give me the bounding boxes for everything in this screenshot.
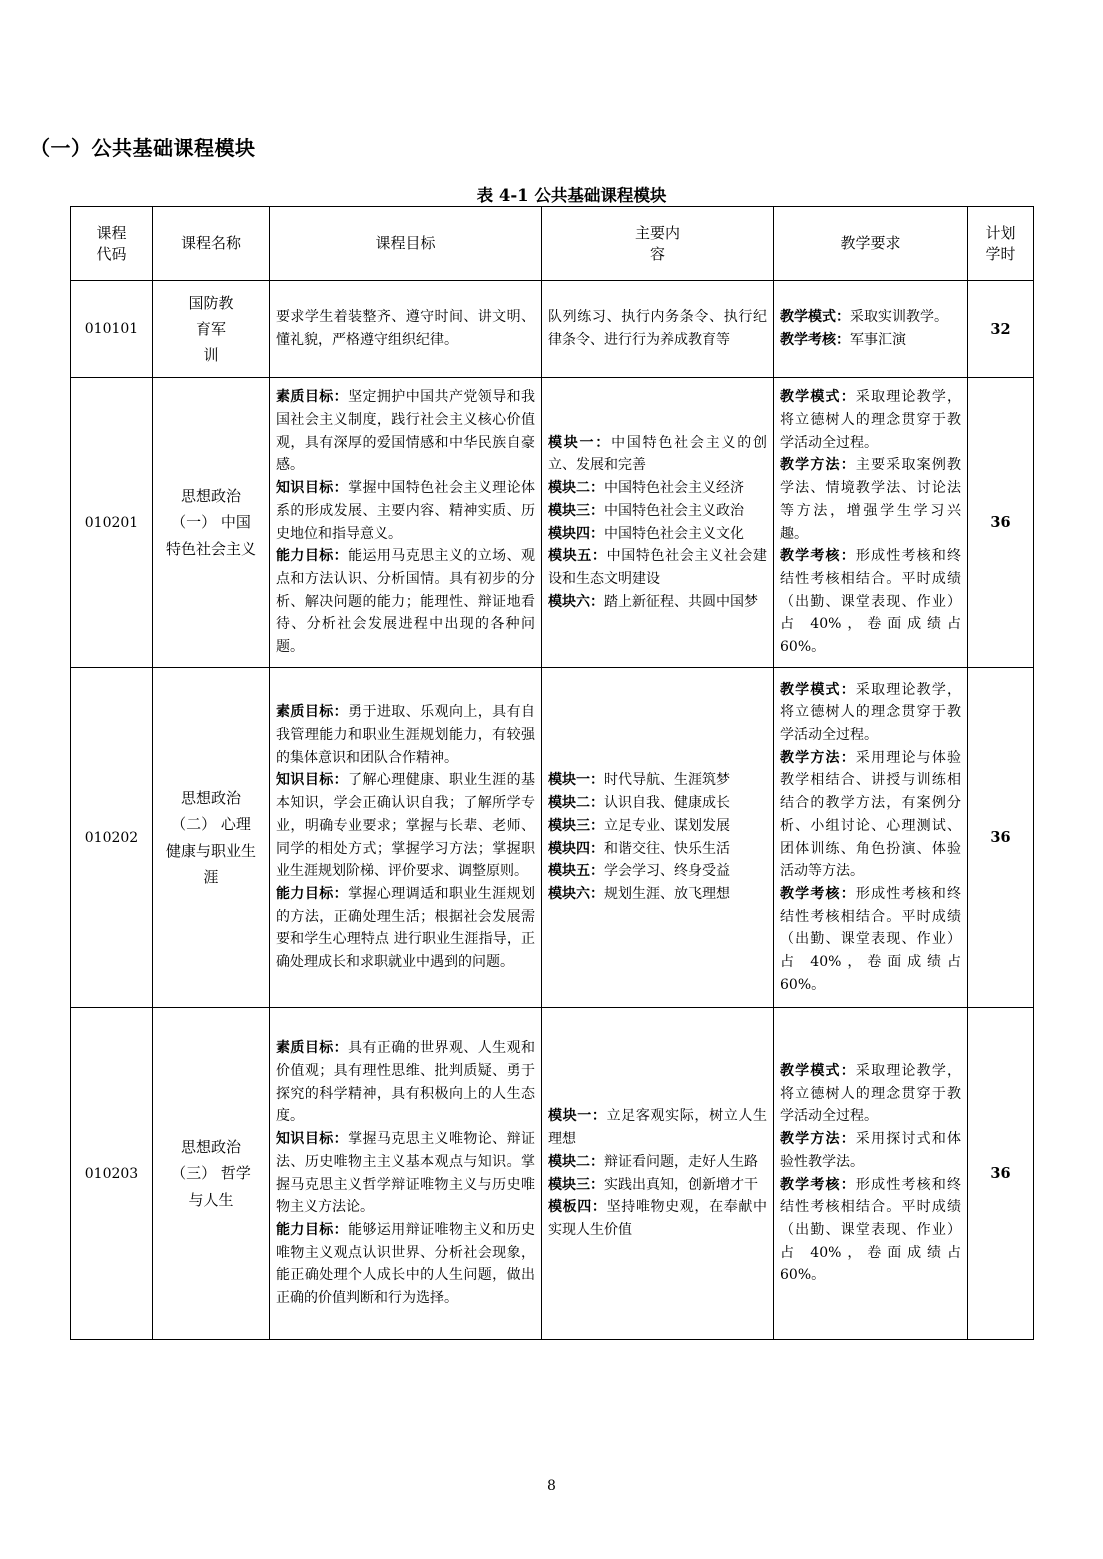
course-name-line: 思想政治 — [180, 487, 241, 506]
cell-course-goal — [270, 378, 542, 668]
paragraph — [548, 591, 767, 614]
paragraph — [548, 1196, 767, 1241]
course-name-line: 国防教 — [188, 293, 234, 312]
paragraph — [780, 454, 961, 545]
table-caption: 表 4-1 公共基础课程模块 — [476, 186, 667, 205]
table-header-row — [71, 207, 1034, 281]
paragraph-text: 队列练习、执行内务条令、执行纪律条令、进行行为养成教育等 — [548, 309, 767, 348]
paragraph — [276, 386, 535, 477]
cell-main-content — [542, 378, 774, 668]
column-header-planned-hours-line1: 计划 — [985, 223, 1016, 242]
table-body — [71, 281, 1034, 1340]
paragraph-label: 模块三： — [548, 1176, 604, 1193]
paragraph-label: 教学方法： — [780, 749, 856, 766]
paragraph — [780, 386, 961, 454]
cell-course-goal — [270, 1008, 542, 1340]
column-header-course-code-line1: 课程 — [96, 223, 127, 242]
paragraph-label: 知识目标： — [276, 772, 349, 789]
cell-planned-hours: 36 — [968, 668, 1034, 1008]
paragraph-text: 要求学生着装整齐、遵守时间、讲文明、懂礼貌，严格遵守组织纪律。 — [276, 309, 535, 348]
paragraph-label: 模板四： — [548, 1199, 607, 1216]
cell-main-content — [542, 281, 774, 378]
paragraph — [548, 477, 767, 500]
cell-course-name — [153, 378, 270, 668]
paragraph-label: 模块一： — [548, 1108, 607, 1125]
cell-main-content — [542, 668, 774, 1008]
course-name-line: （三） 哲学 — [171, 1164, 251, 1183]
paragraph — [548, 1105, 767, 1150]
paragraph — [780, 306, 961, 329]
paragraph — [548, 792, 767, 815]
paragraph — [780, 545, 961, 658]
cell-course-code: 010201 — [71, 378, 153, 668]
paragraph-text: 认识自我、健康成长 — [604, 795, 730, 812]
paragraph-text: 立足客观实际，树立人生理想 — [548, 1108, 768, 1148]
course-name-line: 健康与职业生 — [165, 841, 256, 860]
cell-course-name — [153, 281, 270, 378]
paragraph-label: 教学模式： — [780, 681, 856, 698]
paragraph-text: 形成性考核和终结性考核相结合。平时成绩（出勤、课堂表现、作业）占 40%，卷面成绩占 60%。 — [780, 885, 962, 993]
paragraph-text: 坚持唯物史观，在奉献中实现人生价值 — [548, 1199, 768, 1238]
column-header-course-name: 课程名称 — [153, 207, 270, 281]
paragraph-label: 教学考核： — [780, 1176, 856, 1193]
paragraph-label: 模块三： — [548, 817, 604, 834]
paragraph-label: 教学方法： — [780, 1131, 856, 1148]
paragraph-text: 中国特色社会主义政治 — [604, 502, 744, 519]
paragraph-label: 模块一： — [548, 434, 612, 451]
cell-planned-hours: 36 — [968, 1008, 1034, 1340]
paragraph-label: 模块三： — [548, 502, 604, 519]
course-name-line: 涯 — [203, 867, 219, 886]
course-name-line: （一） 中国 — [171, 513, 251, 532]
cell-course-goal — [270, 281, 542, 378]
paragraph-label: 教学模式： — [780, 389, 856, 406]
column-header-teaching-requirement: 教学要求 — [774, 207, 968, 281]
column-header-planned-hours-line2: 学时 — [985, 244, 1016, 263]
paragraph-label: 教学模式： — [780, 309, 850, 326]
table-row — [71, 1008, 1034, 1340]
table-row — [71, 281, 1034, 378]
section-heading: （一）公共基础课程模块 — [30, 136, 256, 160]
paragraph — [548, 883, 767, 906]
cell-course-code: 010202 — [71, 668, 153, 1008]
paragraph-label: 素质目标： — [276, 389, 349, 406]
cell-course-name — [153, 668, 270, 1008]
paragraph-text: 军事汇演 — [850, 332, 906, 348]
paragraph — [276, 1219, 535, 1310]
paragraph — [780, 679, 961, 747]
page-number: 8 — [547, 1478, 556, 1494]
paragraph-label: 模块五： — [548, 548, 607, 565]
course-name-line: （二） 心理 — [171, 815, 251, 834]
paragraph-label: 模块六： — [548, 885, 604, 902]
paragraph-text: 中国特色社会主义社会建设和生态文明建设 — [548, 548, 768, 587]
column-header-course-code-line2: 代码 — [96, 244, 127, 263]
paragraph — [780, 747, 961, 883]
paragraph-text: 具有正确的世界观、人生观和价值观；具有理性思维、批判质疑、勇于探究的科学精神，具有积极向上的人生态度。 — [276, 1040, 536, 1125]
paragraph-label: 素质目标： — [276, 1040, 349, 1057]
course-name-line: 育军 — [195, 319, 226, 338]
paragraph-label: 模块二： — [548, 480, 604, 497]
paragraph — [548, 545, 767, 590]
paragraph — [548, 432, 767, 477]
paragraph-label: 教学考核： — [780, 885, 856, 902]
paragraph-text: 坚定拥护中国共产党领导和我国社会主义制度，践行社会主义核心价值观，具有深厚的爱国情感和中华民族自豪感。 — [276, 389, 536, 474]
paragraph-label: 知识目标： — [276, 1131, 349, 1148]
paragraph — [276, 1128, 535, 1219]
paragraph-label: 素质目标： — [276, 704, 349, 721]
paragraph-label: 模块四： — [548, 840, 604, 857]
paragraph-text: 中国特色社会主义文化 — [604, 525, 744, 542]
paragraph-text: 采用探讨式和体验性教学法。 — [780, 1131, 962, 1170]
table-row — [71, 668, 1034, 1008]
paragraph-label: 模块二： — [548, 1153, 604, 1170]
course-name-line: 与人生 — [188, 1190, 234, 1209]
paragraph-text: 和谐交往、快乐生活 — [604, 840, 730, 857]
course-name-line: 训 — [203, 346, 219, 365]
column-header-main-content-line1: 主要内 — [634, 223, 680, 242]
paragraph-text: 辩证看问题，走好人生路 — [604, 1153, 758, 1170]
paragraph — [276, 477, 535, 545]
paragraph-text: 掌握心理调适和职业生涯规划的方法，正确处理生活；根据社会发展需要和学生心理特点 进行职业生涯指导，正确处理成长和求职就业中遇到的问题。 — [276, 885, 536, 970]
column-header-planned-hours — [968, 207, 1034, 281]
paragraph-text: 规划生涯、放飞理想 — [604, 885, 730, 902]
paragraph — [780, 329, 961, 352]
paragraph — [548, 1151, 767, 1174]
paragraph-text: 能够运用辩证唯物主义和历史唯物主义观点认识世界、分析社会现象，能正确处理个人成长中的人生问题，做出正确的价值判断和行为选择。 — [276, 1221, 536, 1306]
cell-teaching-requirement — [774, 668, 968, 1008]
paragraph-label: 教学考核： — [780, 548, 856, 565]
column-header-course-code — [71, 207, 153, 281]
paragraph — [276, 701, 535, 769]
paragraph-label: 教学模式： — [780, 1063, 856, 1080]
paragraph-label: 模块六： — [548, 593, 604, 610]
paragraph-text: 了解心理健康、职业生涯的基本知识，学会正确认识自我；了解所学专业，明确专业要求；掌握与长辈、老师、同学的相处方式；掌握学习方法；掌握职业生涯规划阶梯、评价要求、调整原则。 — [276, 772, 536, 880]
paragraph-text: 掌握马克思主义唯物论、辩证法、历史唯物主主义基本观点与知识。掌握马克思主义哲学辩证唯物主义与历史唯物主义方法论。 — [276, 1131, 536, 1216]
paragraph-text: 中国特色社会主义经济 — [604, 480, 744, 497]
table-row — [71, 378, 1034, 668]
paragraph-text: 勇于进取、乐观向上，具有自我管理能力和职业生涯规划能力，有较强的集体意识和团队合作精神。 — [276, 704, 536, 766]
paragraph-label: 模块四： — [548, 525, 604, 542]
paragraph-label: 能力目标： — [276, 1221, 349, 1238]
course-name-line: 思想政治 — [180, 789, 241, 807]
paragraph — [780, 1128, 961, 1173]
paragraph-text: 学会学习、终身受益 — [604, 863, 730, 880]
paragraph — [276, 769, 535, 882]
paragraph — [548, 815, 767, 838]
paragraph-text: 采取实训教学。 — [850, 309, 948, 326]
paragraph-text: 时代导航、生涯筑梦 — [604, 772, 730, 789]
cell-main-content — [542, 1008, 774, 1340]
public-basic-course-module-table — [70, 206, 1034, 1340]
cell-planned-hours: 36 — [968, 378, 1034, 668]
paragraph-text: 中国特色社会主义的创立、发展和完善 — [548, 434, 768, 474]
cell-planned-hours: 32 — [968, 281, 1034, 378]
paragraph-text: 形成性考核和终结性考核相结合。平时成绩（出勤、课堂表现、作业）占 40%，卷面成绩占 60%。 — [780, 1176, 962, 1284]
paragraph — [276, 306, 535, 351]
cell-course-code: 010101 — [71, 281, 153, 378]
cell-teaching-requirement — [774, 281, 968, 378]
paragraph — [780, 1060, 961, 1128]
cell-teaching-requirement — [774, 1008, 968, 1340]
cell-course-name — [153, 1008, 270, 1340]
cell-teaching-requirement — [774, 378, 968, 668]
paragraph — [548, 1174, 767, 1197]
paragraph-text: 采用理论与体验教学相结合、讲授与训练相结合的教学方法，有案例分析、小组讨论、心理测试、团体训练、角色扮演、体验活动等方法。 — [780, 749, 962, 880]
course-name-line: 思想政治 — [180, 1138, 241, 1157]
course-name-line: 特色社会主义 — [165, 539, 256, 558]
paragraph-text: 立足专业、谋划发展 — [604, 817, 730, 834]
paragraph — [276, 883, 535, 974]
paragraph-text: 掌握中国特色社会主义理论体系的形成发展、主要内容、精神实质、历史地位和指导意义。 — [276, 480, 536, 542]
paragraph — [276, 1037, 535, 1128]
paragraph-label: 模块二： — [548, 795, 604, 812]
paragraph — [548, 523, 767, 546]
paragraph-text: 能运用马克思主义的立场、观点和方法认识、分析国情。具有初步的分析、解决问题的能力；能理性、辩证地看待、分析社会发展进程中出现的各种问题。 — [276, 548, 536, 655]
paragraph-label: 能力目标： — [276, 548, 349, 565]
paragraph-text: 采取理论教学，将立德树人的理念贯穿于教学活动全过程。 — [780, 681, 962, 744]
column-header-main-content — [542, 207, 774, 281]
paragraph — [548, 838, 767, 861]
paragraph-text: 采取理论教学，将立德树人的理念贯穿于教学活动全过程。 — [780, 1063, 962, 1125]
paragraph-label: 教学考核： — [780, 332, 850, 348]
paragraph-text: 踏上新征程、共圆中国梦 — [604, 593, 758, 610]
paragraph-label: 模块五： — [548, 863, 604, 880]
cell-course-goal — [270, 668, 542, 1008]
paragraph-label: 教学方法： — [780, 457, 856, 474]
paragraph — [548, 306, 767, 351]
paragraph-label: 知识目标： — [276, 480, 349, 497]
paragraph — [548, 500, 767, 523]
paragraph — [780, 883, 961, 996]
paragraph-text: 实践出真知，创新增才干 — [604, 1176, 758, 1193]
paragraph — [548, 860, 767, 883]
paragraph-label: 能力目标： — [276, 885, 349, 902]
paragraph — [548, 769, 767, 792]
paragraph — [276, 545, 535, 658]
paragraph — [780, 1174, 961, 1287]
column-header-main-content-line2: 容 — [649, 244, 665, 263]
column-header-course-goal: 课程目标 — [270, 207, 542, 281]
paragraph-text: 采取理论教学，将立德树人的理念贯穿于教学活动全过程。 — [780, 389, 962, 451]
paragraph-text: 形成性考核和终结性考核相结合。平时成绩（出勤、课堂表现、作业）占 40%，卷面成绩占 60%。 — [780, 548, 962, 655]
paragraph-label: 模块一： — [548, 772, 604, 789]
cell-course-code: 010203 — [71, 1008, 153, 1340]
paragraph-text: 主要采取案例教学法、情境教学法、讨论法等方法，增强学生学习兴趣。 — [780, 457, 962, 542]
